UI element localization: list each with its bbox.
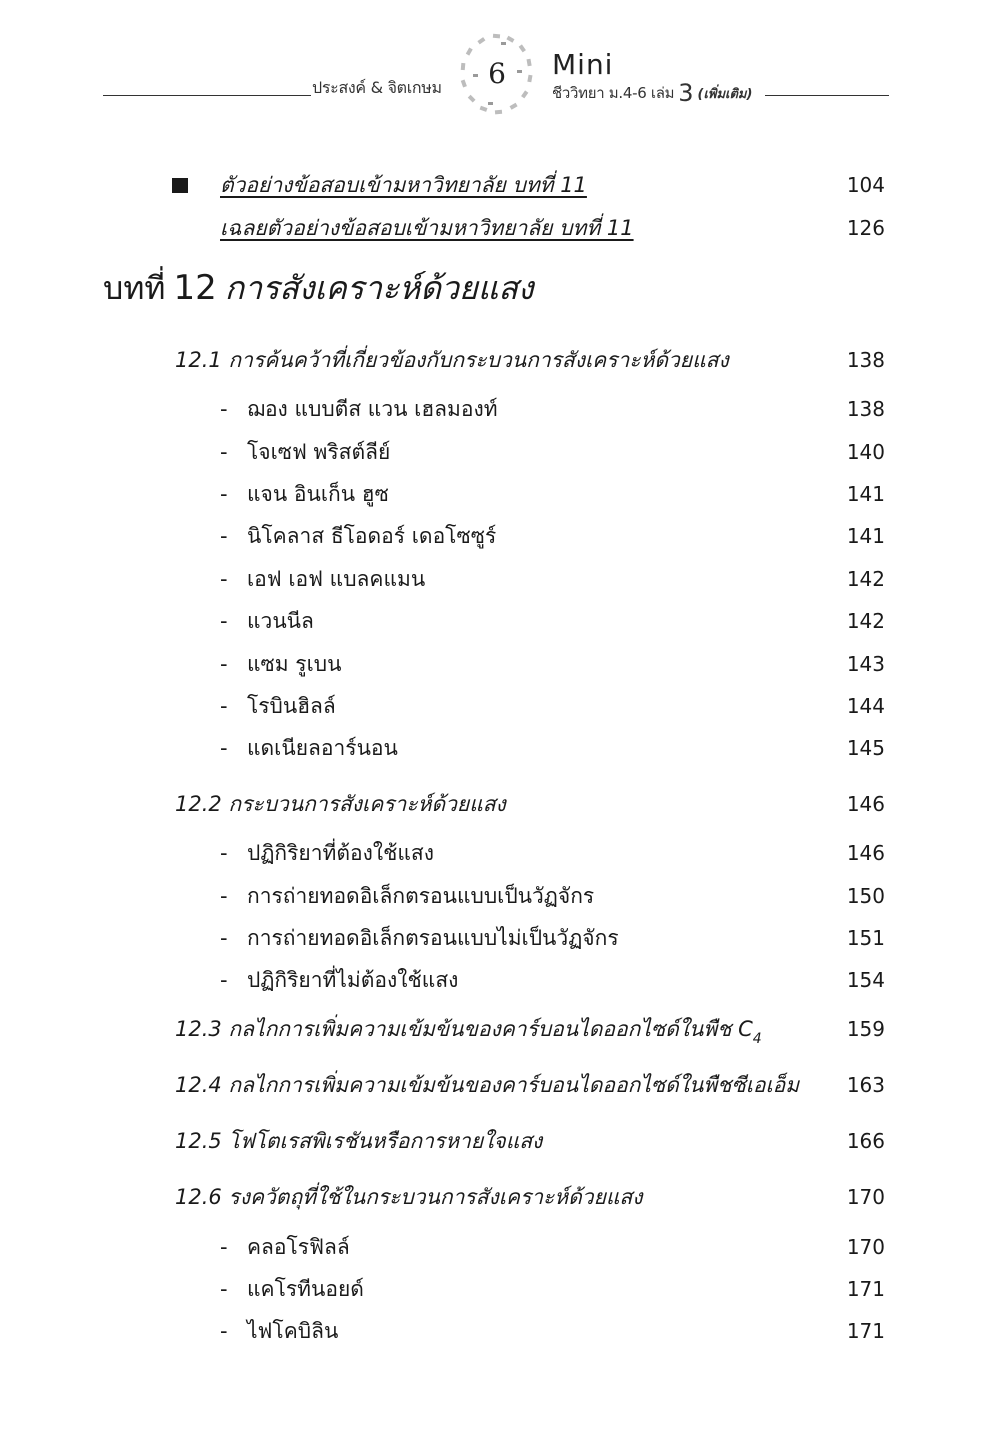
toc-section-label[interactable]: 12.1 การค้นคว้าที่เกี่ยวข้องกับกระบวนการสังเคราะห์ด้วยแสง <box>175 348 729 372</box>
brand-logo: Mini <box>552 48 614 81</box>
toc-section-label[interactable]: 12.6 รงควัตถุที่ใช้ในกระบวนการสังเคราะห์ด้วยแสง <box>175 1185 643 1209</box>
toc-section-row[interactable] <box>0 1126 992 1156</box>
list-dash: - <box>220 1319 228 1343</box>
list-dash: - <box>220 1235 228 1259</box>
toc-section-label[interactable] <box>175 1014 762 1054</box>
toc-item-row[interactable] <box>0 1274 992 1304</box>
toc-page: 159 <box>846 1017 885 1041</box>
list-dash: - <box>220 652 228 676</box>
header-rule-left <box>103 95 311 96</box>
toc-item-row[interactable] <box>0 881 992 911</box>
page-number: 6 <box>488 57 506 90</box>
toc-item-label[interactable]: ปฏิกิริยาที่ต้องใช้แสง <box>247 841 434 865</box>
toc-page: 154 <box>846 968 885 992</box>
toc-page: 104 <box>846 173 885 197</box>
chapter-number: 12 <box>173 268 217 308</box>
toc-item-label[interactable]: การถ่ายทอดอิเล็กตรอนแบบเป็นวัฏจักร <box>247 884 595 908</box>
volume-number: 3 <box>678 79 694 107</box>
list-dash: - <box>220 609 228 633</box>
toc-page: 143 <box>846 652 885 676</box>
header-subtitle <box>552 79 752 107</box>
list-dash: - <box>220 841 228 865</box>
list-dash: - <box>220 397 228 421</box>
toc-item-label[interactable]: แวนนีล <box>247 609 314 633</box>
toc-link-exam-answers[interactable]: เฉลยตัวอย่างข้อสอบเข้ามหาวิทยาลัย บทที่ 11 <box>220 216 634 240</box>
toc-item-label[interactable]: แซม รูเบน <box>247 652 342 676</box>
toc-item-label[interactable]: แคโรทีนอยด์ <box>247 1277 364 1301</box>
toc-item-row[interactable] <box>0 733 992 763</box>
toc-page: 146 <box>846 792 885 816</box>
toc-item-row[interactable] <box>0 1316 992 1346</box>
chapter-heading <box>103 266 534 310</box>
toc-page: 171 <box>846 1277 885 1301</box>
toc-page: 126 <box>846 216 885 240</box>
extra-label: (เพิ่มเติม) <box>697 87 753 102</box>
toc-page: 138 <box>846 397 885 421</box>
toc-item-row[interactable] <box>0 479 992 509</box>
toc-row[interactable] <box>0 170 992 200</box>
toc-item-label[interactable]: การถ่ายทอดอิเล็กตรอนแบบไม่เป็นวัฏจักร <box>247 926 619 950</box>
toc-item-row[interactable] <box>0 437 992 467</box>
toc-page: 141 <box>846 524 885 548</box>
toc-page: 170 <box>846 1235 885 1259</box>
toc-link-exam[interactable]: ตัวอย่างข้อสอบเข้ามหาวิทยาลัย บทที่ 11 <box>220 173 587 197</box>
toc-page: 141 <box>846 482 885 506</box>
toc-item-label[interactable]: เอฟ เอฟ แบลคแมน <box>247 567 426 591</box>
header-authors: ประสงค์ & จิตเกษม <box>312 78 442 97</box>
toc-item-label[interactable]: โจเซฟ พริสต์ลีย์ <box>247 440 391 464</box>
toc-item-row[interactable] <box>0 965 992 995</box>
page-number-badge <box>455 32 539 120</box>
list-dash: - <box>220 926 228 950</box>
toc-item-row[interactable] <box>0 838 992 868</box>
toc-item-label[interactable]: โรบินฮิลล์ <box>247 694 336 718</box>
toc-section-row[interactable] <box>0 345 992 375</box>
list-dash: - <box>220 482 228 506</box>
toc-section-row[interactable] <box>0 1070 992 1100</box>
toc-item-row[interactable] <box>0 691 992 721</box>
list-dash: - <box>220 736 228 760</box>
toc-page: 144 <box>846 694 885 718</box>
list-dash: - <box>220 524 228 548</box>
toc-item-label[interactable]: ปฏิกิริยาที่ไม่ต้องใช้แสง <box>247 968 459 992</box>
toc-item-label[interactable]: แจน อินเก็น ฮูซ <box>247 482 389 506</box>
toc-row[interactable] <box>0 213 992 243</box>
toc-item-row[interactable] <box>0 606 992 636</box>
toc-item-label[interactable]: นิโคลาส ธีโอดอร์ เดอโซซูร์ <box>247 524 497 548</box>
header-rule-right <box>765 95 889 96</box>
list-dash: - <box>220 884 228 908</box>
toc-page: 138 <box>846 348 885 372</box>
toc-page: 163 <box>846 1073 885 1097</box>
toc-section-label[interactable]: 12.5 โฟโตเรสพิเรชันหรือการหายใจแสง <box>175 1129 543 1153</box>
toc-page: 142 <box>846 609 885 633</box>
toc-item-label[interactable]: แดเนียลอาร์นอน <box>247 736 398 760</box>
toc-section-label[interactable]: 12.2 กระบวนการสังเคราะห์ด้วยแสง <box>175 792 506 816</box>
toc-page: 145 <box>846 736 885 760</box>
list-dash: - <box>220 567 228 591</box>
subtitle-text: ชีววิทยา ม.4-6 เล่ม <box>552 84 675 102</box>
toc-item-row[interactable] <box>0 394 992 424</box>
toc-page: 142 <box>846 567 885 591</box>
toc-item-row[interactable] <box>0 649 992 679</box>
square-bullet-icon <box>172 178 188 193</box>
toc-item-row[interactable] <box>0 1232 992 1262</box>
list-dash: - <box>220 440 228 464</box>
list-dash: - <box>220 968 228 992</box>
chapter-title: การสังเคราะห์ด้วยแสง <box>224 269 534 307</box>
toc-page: 151 <box>846 926 885 950</box>
subscript-4: 4 <box>752 1031 762 1047</box>
toc-page: 140 <box>846 440 885 464</box>
toc-section-label[interactable]: 12.4 กลไกการเพิ่มความเข้มข้นของคาร์บอนไดออกไซด์ในพืชซีเอเอ็ม <box>175 1073 800 1097</box>
toc-page: 171 <box>846 1319 885 1343</box>
toc-section-row[interactable] <box>0 1182 992 1212</box>
toc-page: 146 <box>846 841 885 865</box>
toc-section-row[interactable] <box>0 789 992 819</box>
chapter-prefix: บทที่ <box>103 269 166 307</box>
toc-item-label[interactable]: คลอโรฟิลล์ <box>247 1235 350 1259</box>
toc-item-label[interactable]: ไฟโคบิลิน <box>247 1319 339 1343</box>
toc-item-row[interactable] <box>0 521 992 551</box>
toc-page: 150 <box>846 884 885 908</box>
toc-section-row[interactable] <box>0 1014 992 1047</box>
toc-page: 166 <box>846 1129 885 1153</box>
toc-item-row[interactable] <box>0 564 992 594</box>
list-dash: - <box>220 1277 228 1301</box>
toc-item-row[interactable] <box>0 923 992 953</box>
toc-section-text: 12.3 กลไกการเพิ่มความเข้มข้นของคาร์บอนไดออกไซด์ในพืช C <box>175 1017 753 1041</box>
list-dash: - <box>220 694 228 718</box>
toc-page: 170 <box>846 1185 885 1209</box>
toc-item-label[interactable]: ฌอง แบบตีส แวน เฮลมองท์ <box>247 397 498 421</box>
